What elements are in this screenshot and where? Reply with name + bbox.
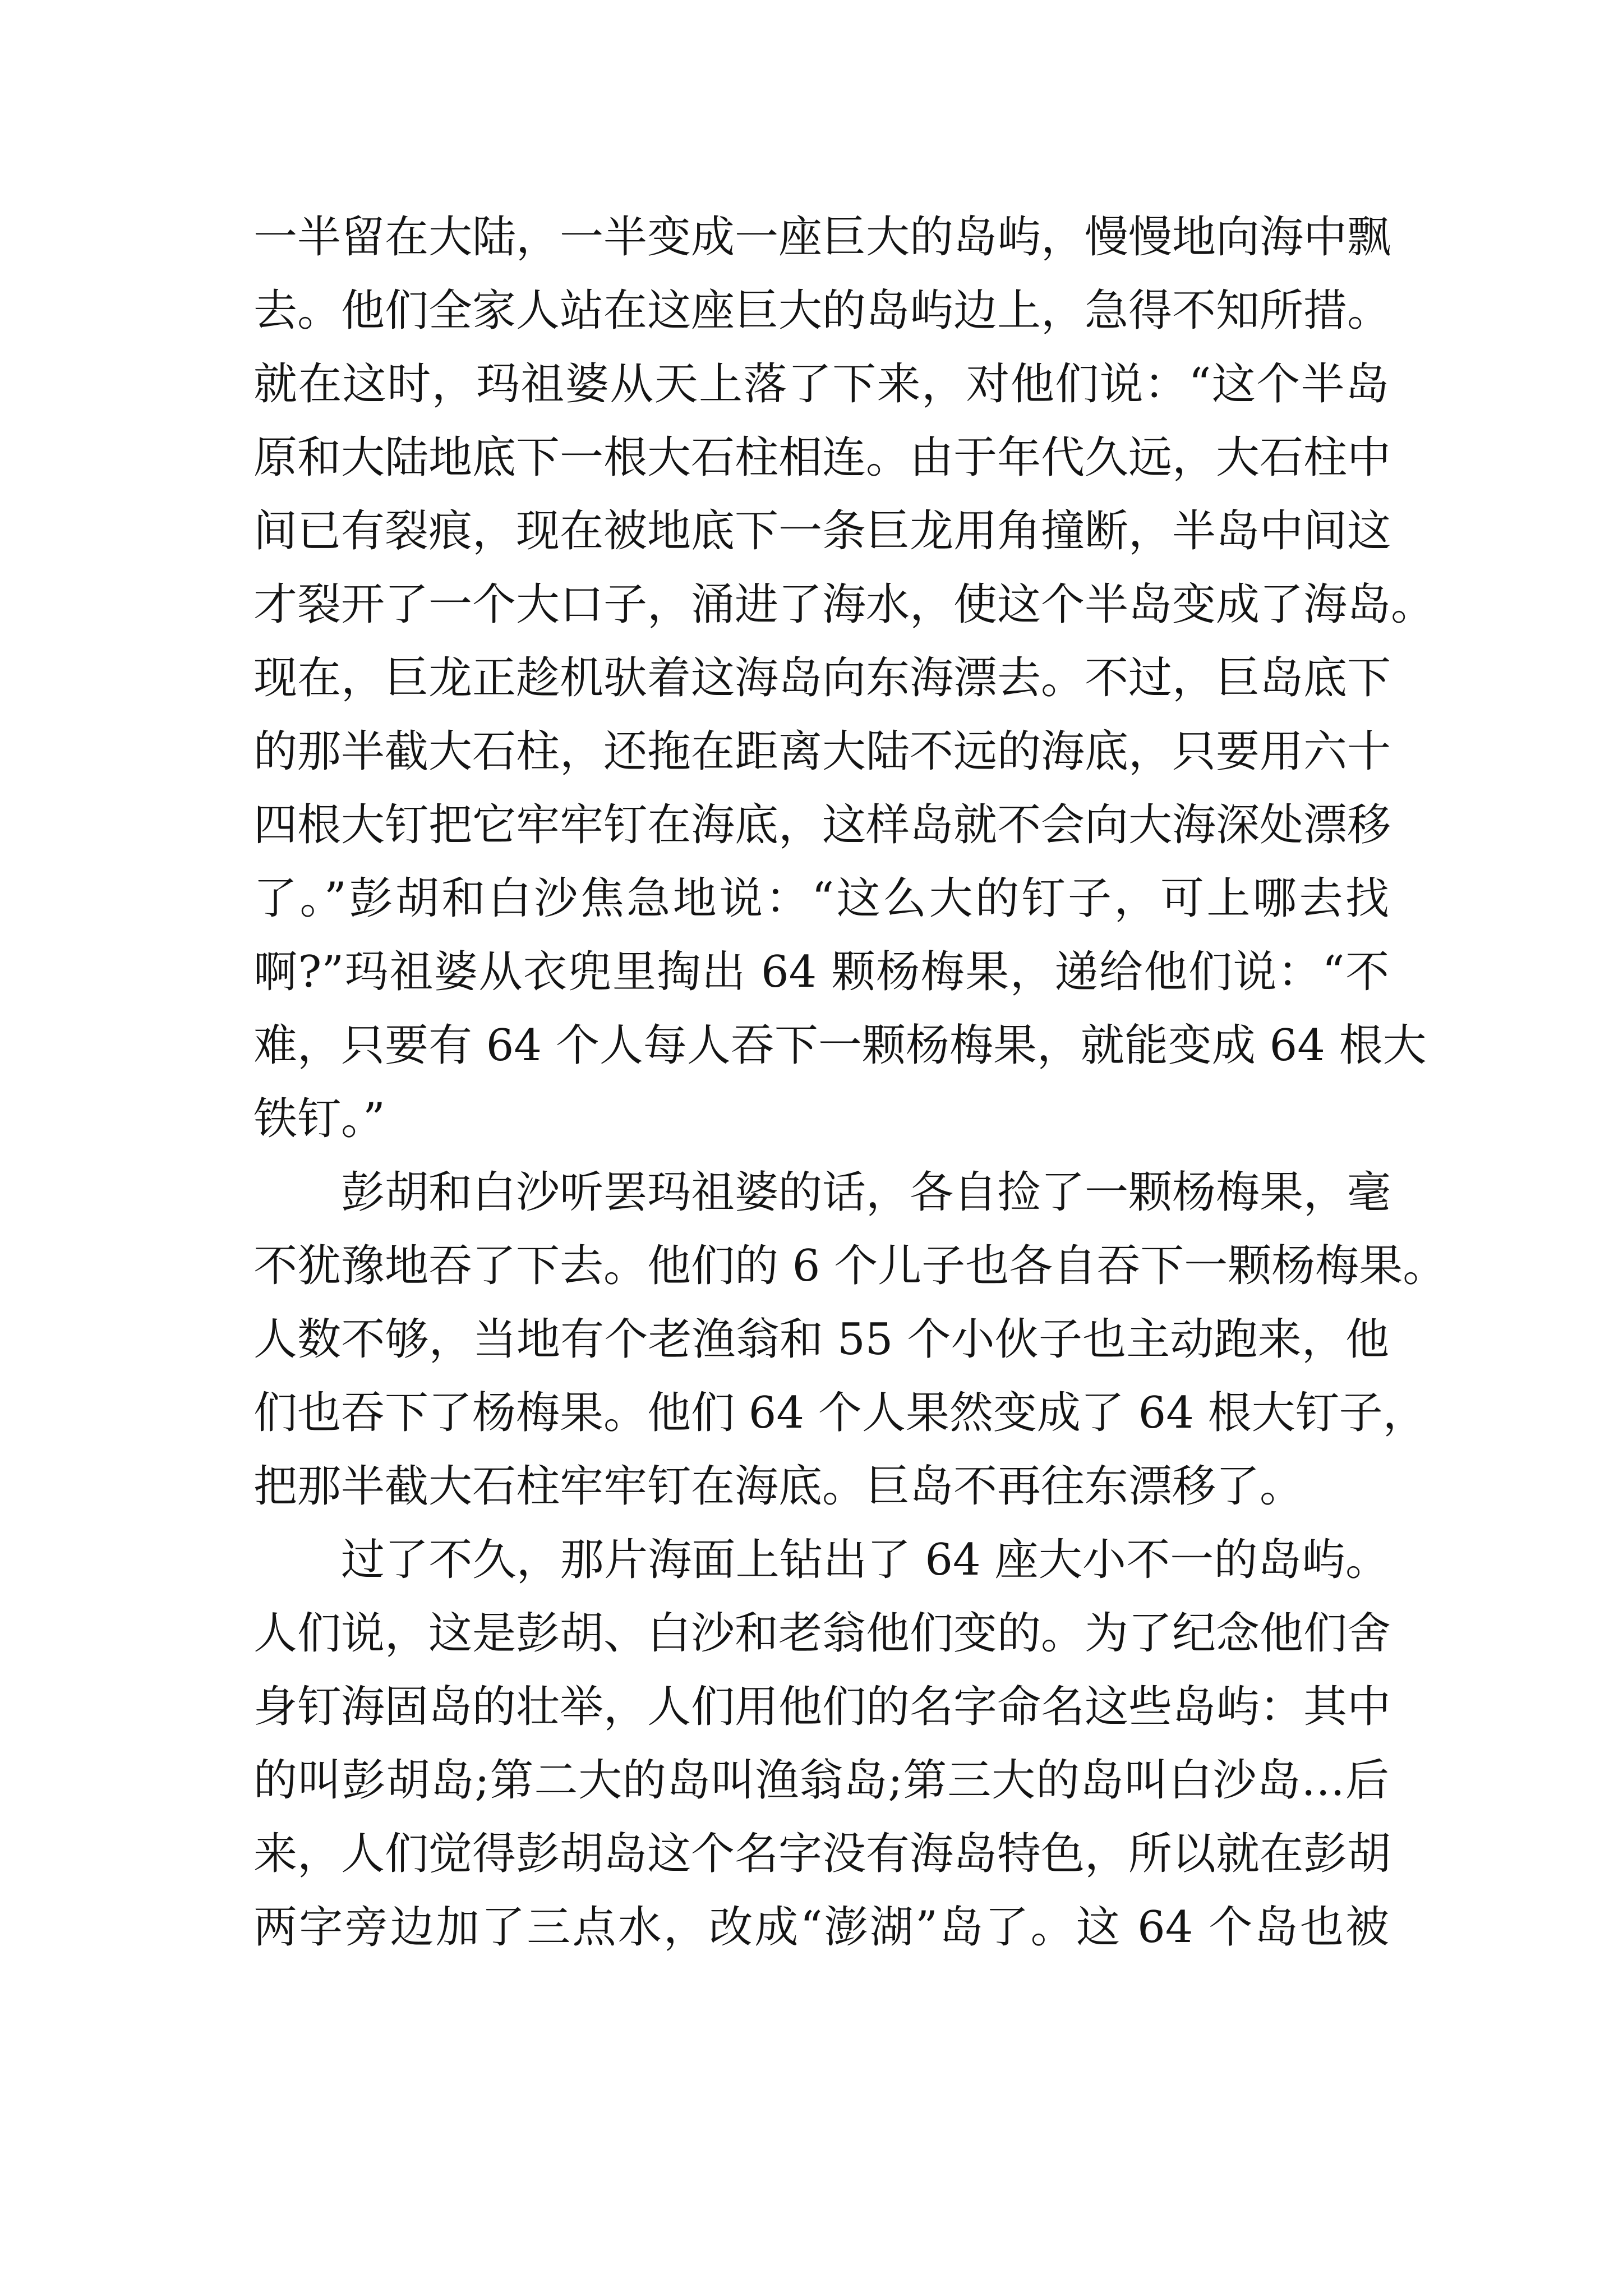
text-line: 去。他们全家人站在这座巨大的岛屿边上，急得不知所措。	[253, 286, 1391, 336]
text-line: 过了不久，那片海面上钻出了 64 座大小不一的岛屿。	[341, 1535, 1389, 1585]
text-line: 了。”彭胡和白沙焦急地说：“这么大的钉子，可上哪去找	[253, 873, 1389, 924]
text-line: 才裂开了一个大口子，涌进了海水，使这个半岛变成了海岛。	[253, 579, 1435, 630]
text-line: 两字旁边加了三点水，改成“澎湖”岛了。这 64 个岛也被	[253, 1902, 1389, 1953]
text-line: 铁钉。”	[253, 1094, 385, 1144]
text-line: 把那半截大石柱牢牢钉在海底。巨岛不再往东漂移了。	[253, 1461, 1304, 1512]
text-line: 来，人们觉得彭胡岛这个名字没有海岛特色，所以就在彭胡	[253, 1829, 1391, 1879]
text-line: 不犹豫地吞了下去。他们的 6 个儿子也各自吞下一颗杨梅果。	[253, 1241, 1447, 1291]
text-line: 的叫彭胡岛;第二大的岛叫渔翁岛;第三大的岛叫白沙岛…后	[253, 1755, 1389, 1806]
text-line: 人数不够，当地有个老渔翁和 55 个小伙子也主动跑来，他	[253, 1314, 1389, 1365]
text-line: 间已有裂痕，现在被地底下一条巨龙用角撞断，半岛中间这	[253, 506, 1391, 556]
text-line: 们也吞下了杨梅果。他们 64 个人果然变成了 64 根大钉子，	[253, 1388, 1427, 1438]
text-line: 彭胡和白沙听罢玛祖婆的话，各自捡了一颗杨梅果，毫	[341, 1167, 1391, 1218]
text-line: 现在，巨龙正趁机驮着这海岛向东海漂去。不过，巨岛底下	[253, 653, 1391, 703]
text-line: 的那半截大石柱，还拖在距离大陆不远的海底，只要用六十	[253, 726, 1391, 777]
text-line: 人们说，这是彭胡、白沙和老翁他们变的。为了纪念他们舍	[253, 1608, 1391, 1659]
text-line: 就在这时，玛祖婆从天上落了下来，对他们说：“这个半岛	[253, 359, 1389, 409]
text-line: 难，只要有 64 个人每人吞下一颗杨梅果，就能变成 64 根大	[253, 1020, 1427, 1071]
text-line: 啊?”玛祖婆从衣兜里掏出 64 颗杨梅果，递给他们说：“不	[253, 947, 1389, 997]
text-line: 一半留在大陆，一半变成一座巨大的岛屿，慢慢地向海中飘	[253, 212, 1391, 263]
text-line: 身钉海固岛的壮举，人们用他们的名字命名这些岛屿：其中	[253, 1682, 1391, 1732]
text-line: 四根大钉把它牢牢钉在海底，这样岛就不会向大海深处漂移	[253, 800, 1391, 850]
body-text	[253, 201, 1447, 1964]
text-line: 原和大陆地底下一根大石柱相连。由于年代久远，大石柱中	[253, 432, 1391, 483]
